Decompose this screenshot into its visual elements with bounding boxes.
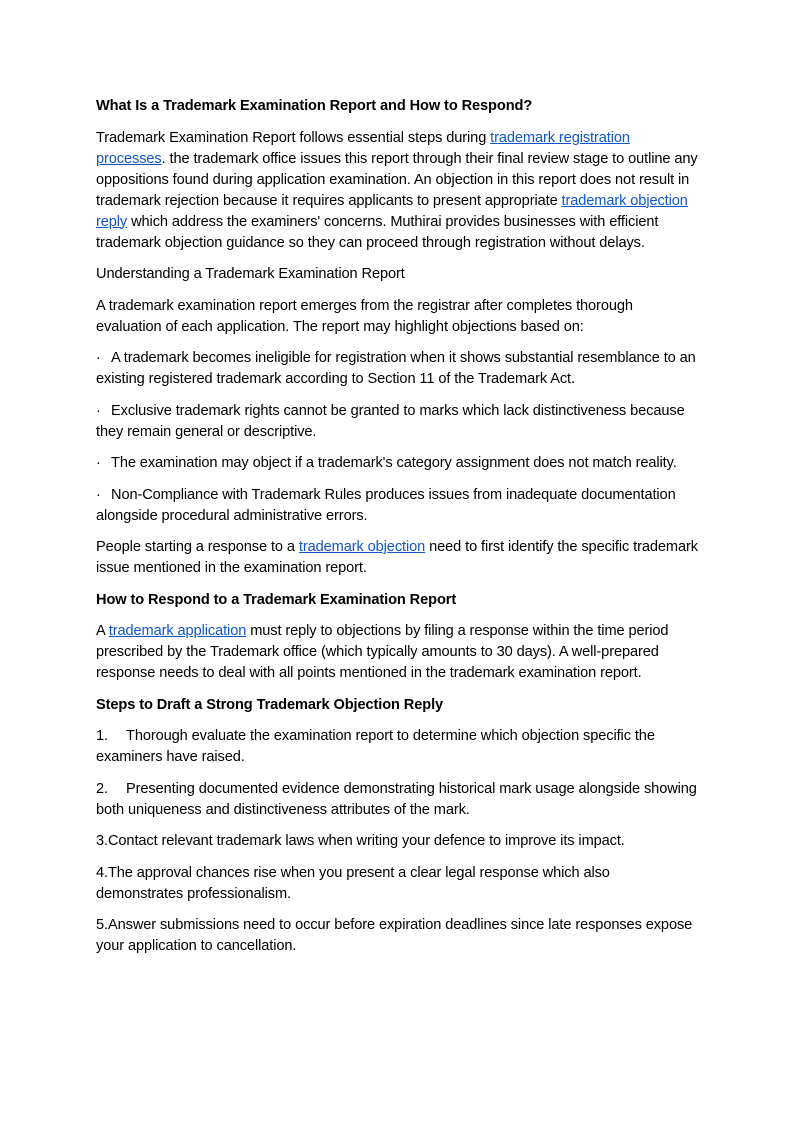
list-item [96, 726, 698, 768]
link-trademark-objection[interactable]: trademark objection [298, 539, 426, 555]
link-trademark-objection-reply[interactable]: trademark objection reply [96, 192, 688, 230]
understanding-paragraph: A trademark examination report emerges from the registrar after completes thorough evaluation of each application. The report may highlight objections based on: [96, 297, 633, 335]
respond-text-2: must reply to objections by filing a response within the time period prescribed by the Trademark office (which typically amounts to 30 days). A well-prepared response needs to deal with all points mentioned in the trademark examination report. [96, 623, 669, 681]
people-text-2: need to first identify the specific trademark issue mentioned in the examination report. [96, 539, 698, 576]
people-text-1: People starting a response to a [96, 539, 299, 555]
bullet-text: The examination may object if a trademark's category assignment does not match reality. [111, 455, 677, 471]
intro-text-3: which address the examiners' concerns. Muthirai provides businesses with efficient trademark objection guidance so they can proceed through registration without delays. [96, 213, 659, 251]
list-item [96, 779, 698, 821]
page-title: What Is a Trademark Examination Report and How to Respond? [96, 98, 533, 114]
intro-text-2: . the trademark office issues this report through their final review stage to outline any oppositions found during application examination. An objection in this report does not result in trademark rejection because it requires applicants to present appropriate [96, 150, 698, 209]
step-text: Thorough evaluate the examination report to determine which objection specific the examiners have raised. [96, 728, 655, 765]
bullet-text: A trademark becomes ineligible for registration when it shows substantial resemblance to an existing registered trademark according to Section 11 of the Trademark Act. [96, 350, 696, 387]
list-item [96, 348, 698, 390]
bullet-text: Exclusive trademark rights cannot be granted to marks which lack distinctiveness because they remain general or descriptive. [96, 402, 685, 440]
list-item: 3.Contact relevant trademark laws when writing your defence to improve its impact. [96, 833, 625, 849]
list-item: 4.The approval chances rise when you present a clear legal response which also demonstrates professionalism. [96, 864, 610, 902]
bullet-text: Non-Compliance with Trademark Rules produces issues from inadequate documentation alongside procedural administrative errors. [96, 486, 676, 524]
subheading-understanding: Understanding a Trademark Examination Report [96, 266, 405, 282]
step-number: 2. [96, 780, 108, 797]
bullet-marker: · [96, 350, 101, 366]
bullet-marker: · [96, 402, 101, 419]
people-paragraph [96, 537, 698, 579]
list-item [96, 453, 698, 474]
heading-respond: How to Respond to a Trademark Examination Report [96, 591, 457, 608]
link-trademark-application[interactable]: trademark application [108, 623, 247, 639]
intro-text-1: Trademark Examination Report follows essential steps during [96, 129, 491, 146]
step-number: 1. [96, 728, 108, 744]
list-item: 5.Answer submissions need to occur before expiration deadlines since late responses expose your application to cancellation. [96, 917, 693, 954]
bullet-marker: · [96, 486, 101, 503]
heading-steps: Steps to Draft a Strong Trademark Objection Reply [96, 696, 444, 713]
step-text: Presenting documented evidence demonstrating historical mark usage alongside showing both uniqueness and distinctiveness attributes of the mark. [96, 780, 697, 818]
intro-paragraph [96, 128, 698, 254]
respond-text-1: A [96, 623, 109, 639]
link-trademark-registration-processes[interactable]: trademark registration processes [96, 129, 630, 167]
bullet-marker: · [96, 455, 101, 471]
list-item [96, 485, 698, 527]
respond-paragraph [96, 621, 698, 684]
list-item [96, 401, 698, 443]
